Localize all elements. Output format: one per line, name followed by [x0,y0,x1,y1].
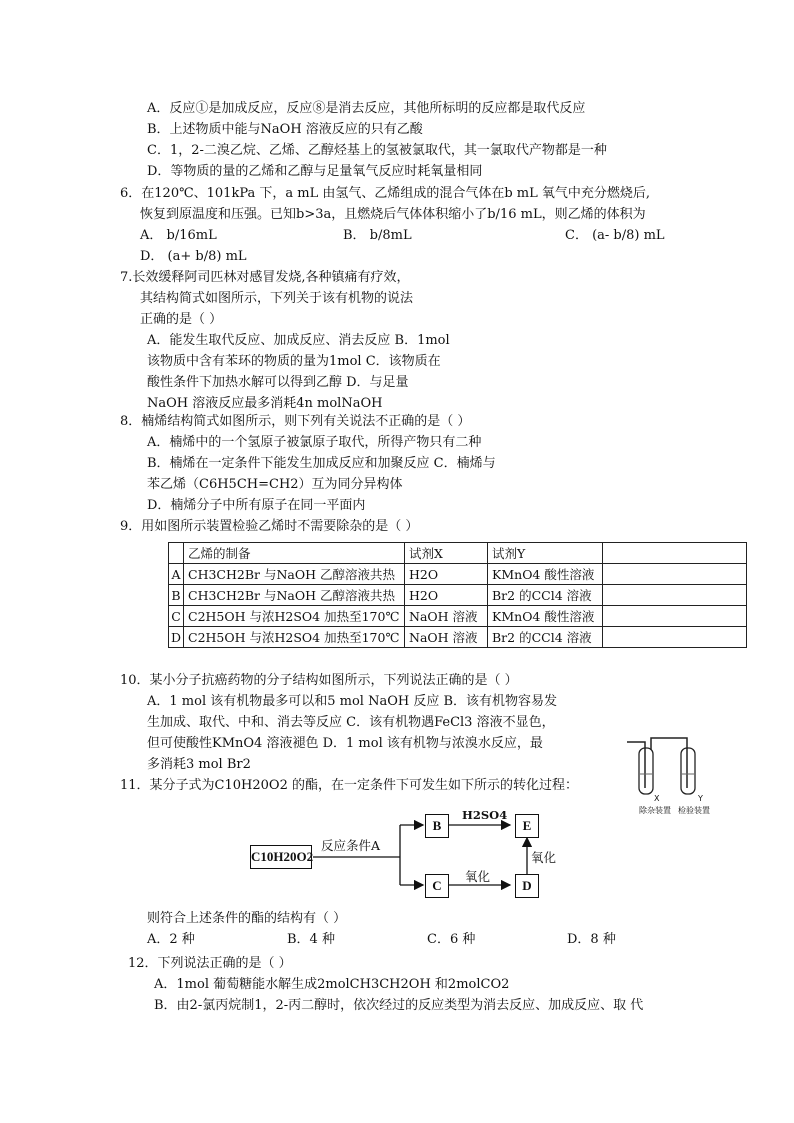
oxidation-label: 氧化 [465,869,491,884]
text-line: B．楠烯在一定条件下能发生加成反应和加聚反应 C．楠烯与 [147,456,496,471]
h2so4-label: H2SO4 [462,808,508,822]
text-line: D． (a+ b/8) mL [140,249,247,264]
table-row [169,564,747,585]
text-line: A．反应①是加成反应，反应⑧是消去反应，其他所标明的反应都是取代反应 [147,101,586,116]
table-cell: A [169,564,184,585]
text-line: B．4 种 [287,932,335,947]
table-cell: CH3CH2Br 与NaOH 乙醇溶液共热 [184,585,405,606]
table-cell [603,606,747,627]
ester-box: C10H20O2 [250,845,312,869]
table-cell: KMnO4 酸性溶液 [488,606,603,627]
text-line: 其结构简式如图所示，下列关于该有机物的说法 [140,291,414,306]
table-cell: H2O [405,564,488,585]
caption-detect: 检验装置 [678,806,710,815]
table-header-cell [169,543,184,564]
box-d: D [515,874,539,898]
table-cell: NaOH 溶液 [405,627,488,648]
table-row [169,585,747,606]
caption-purify: 除杂装置 [639,806,671,815]
table-cell: KMnO4 酸性溶液 [488,564,603,585]
text-line: D．等物质的量的乙烯和乙醇与足量氧气反应时耗氧量相同 [147,164,483,179]
text-line: D．楠烯分子中所有原子在同一平面内 [147,498,366,513]
text-line: A． b/16mL [140,228,217,243]
table-header-cell: 试剂X [405,543,488,564]
text-line: 生加成、取代、中和、消去等反应 C．该有机物遇FeCl3 溶液不显色， [147,715,555,730]
table-cell: Br2 的CCl4 溶液 [488,627,603,648]
oxidation-label-2: 氧化 [531,850,557,865]
table-header-row [169,543,747,564]
text-line: 10．某小分子抗癌药物的分子结构如图所示，下列说法正确的是（ ） [120,673,518,688]
text-line: A．1 mol 该有机物最多可以和5 mol NaOH 反应 B．该有机物容易发 [147,694,558,709]
text-line: A．楠烯中的一个氢原子被氯原子取代，所得产物只有二种 [147,435,482,450]
table-cell: CH3CH2Br 与NaOH 乙醇溶液共热 [184,564,405,585]
text-line: A．1mol 葡萄糖能水解生成2molCH3CH2OH 和2molCO2 [154,977,510,992]
table-cell [603,585,747,606]
text-line: 7.长效缓释阿司匹林对感冒发烧,各种镇痛有疗效， [120,270,410,285]
table-cell [603,564,747,585]
text-line: C．1，2-二溴乙烷、乙烯、乙醇烃基上的氢被氯取代，其一氯取代产物都是一种 [147,143,607,158]
text-line: 9．用如图所示装置检验乙烯时不需要除杂的是（ ） [120,519,419,534]
text-line: B．由2-氯丙烷制1，2-丙二醇时，依次经过的反应类型为消去反应、加成反应、取 代 [154,998,644,1013]
table-cell: B [169,585,184,606]
table-row [169,606,747,627]
text-line: 则符合上述条件的酯的结构有（ ） [147,911,347,926]
text-line: 8．楠烯结构简式如图所示，则下列有关说法不正确的是（ ） [120,414,471,429]
table-cell: H2O [405,585,488,606]
table-header-cell: 试剂Y [488,543,603,564]
text-line: 苯乙烯（C6H5CH=CH2）互为同分异构体 [147,477,403,492]
text-line: 11．某分子式为C10H20O2 的酯，在一定条件下可发生如下所示的转化过程： [120,778,578,793]
text-line: 12．下列说法正确的是（ ） [128,956,292,971]
table-row [169,627,747,648]
reagent-y-label: Y [698,794,703,803]
text-line: B． b/8mL [343,228,412,243]
table-cell: C2H5OH 与浓H2SO4 加热至170℃ [184,606,405,627]
box-b: B [425,814,449,838]
text-line: B．上述物质中能与NaOH 溶液反应的只有乙酸 [147,122,423,137]
text-line: 酸性条件下加热水解可以得到乙醇 D．与足量 [147,375,409,390]
reagent-x-label: X [654,794,660,803]
text-line: 正确的是（ ） [140,312,223,327]
table-cell: NaOH 溶液 [405,606,488,627]
table-cell: C2H5OH 与浓H2SO4 加热至170℃ [184,627,405,648]
text-line: D．8 种 [567,932,616,947]
text-line: A．能发生取代反应、加成反应、消去反应 B．1mol [147,333,450,348]
text-line: 6．在120℃、101kPa 下，a mL 由氢气、乙烯组成的混合气体在b mL 氧气中充分燃烧后, [120,186,651,201]
text-line: 该物质中含有苯环的物质的量为1mol C．该物质在 [147,354,441,369]
text-line: C．6 种 [427,932,476,947]
condition-a-label: 反应条件A [321,838,381,853]
table-header-cell: 乙烯的制备 [184,543,405,564]
text-line: 多消耗3 mol Br2 [147,757,251,772]
text-line: C． (a- b/8) mL [565,228,665,243]
table-cell: Br2 的CCl4 溶液 [488,585,603,606]
table-cell [603,627,747,648]
text-line: 恢复到原温度和压强。已知b>3a，且燃烧后气体体积缩小了b/16 mL，则乙烯的体积为 [140,207,646,222]
text-line: A．2 种 [147,932,195,947]
text-line: 但可使酸性KMnO4 溶液褪色 D．1 mol 该有机物与浓溴水反应，最 [147,736,543,751]
table-cell: D [169,627,184,648]
text-line: NaOH 溶液反应最多消耗4n molNaOH [147,396,383,411]
table-cell: C [169,606,184,627]
box-c: C [425,874,449,898]
box-e: E [515,814,539,838]
q9-table [168,542,747,648]
table-header-cell [603,543,747,564]
